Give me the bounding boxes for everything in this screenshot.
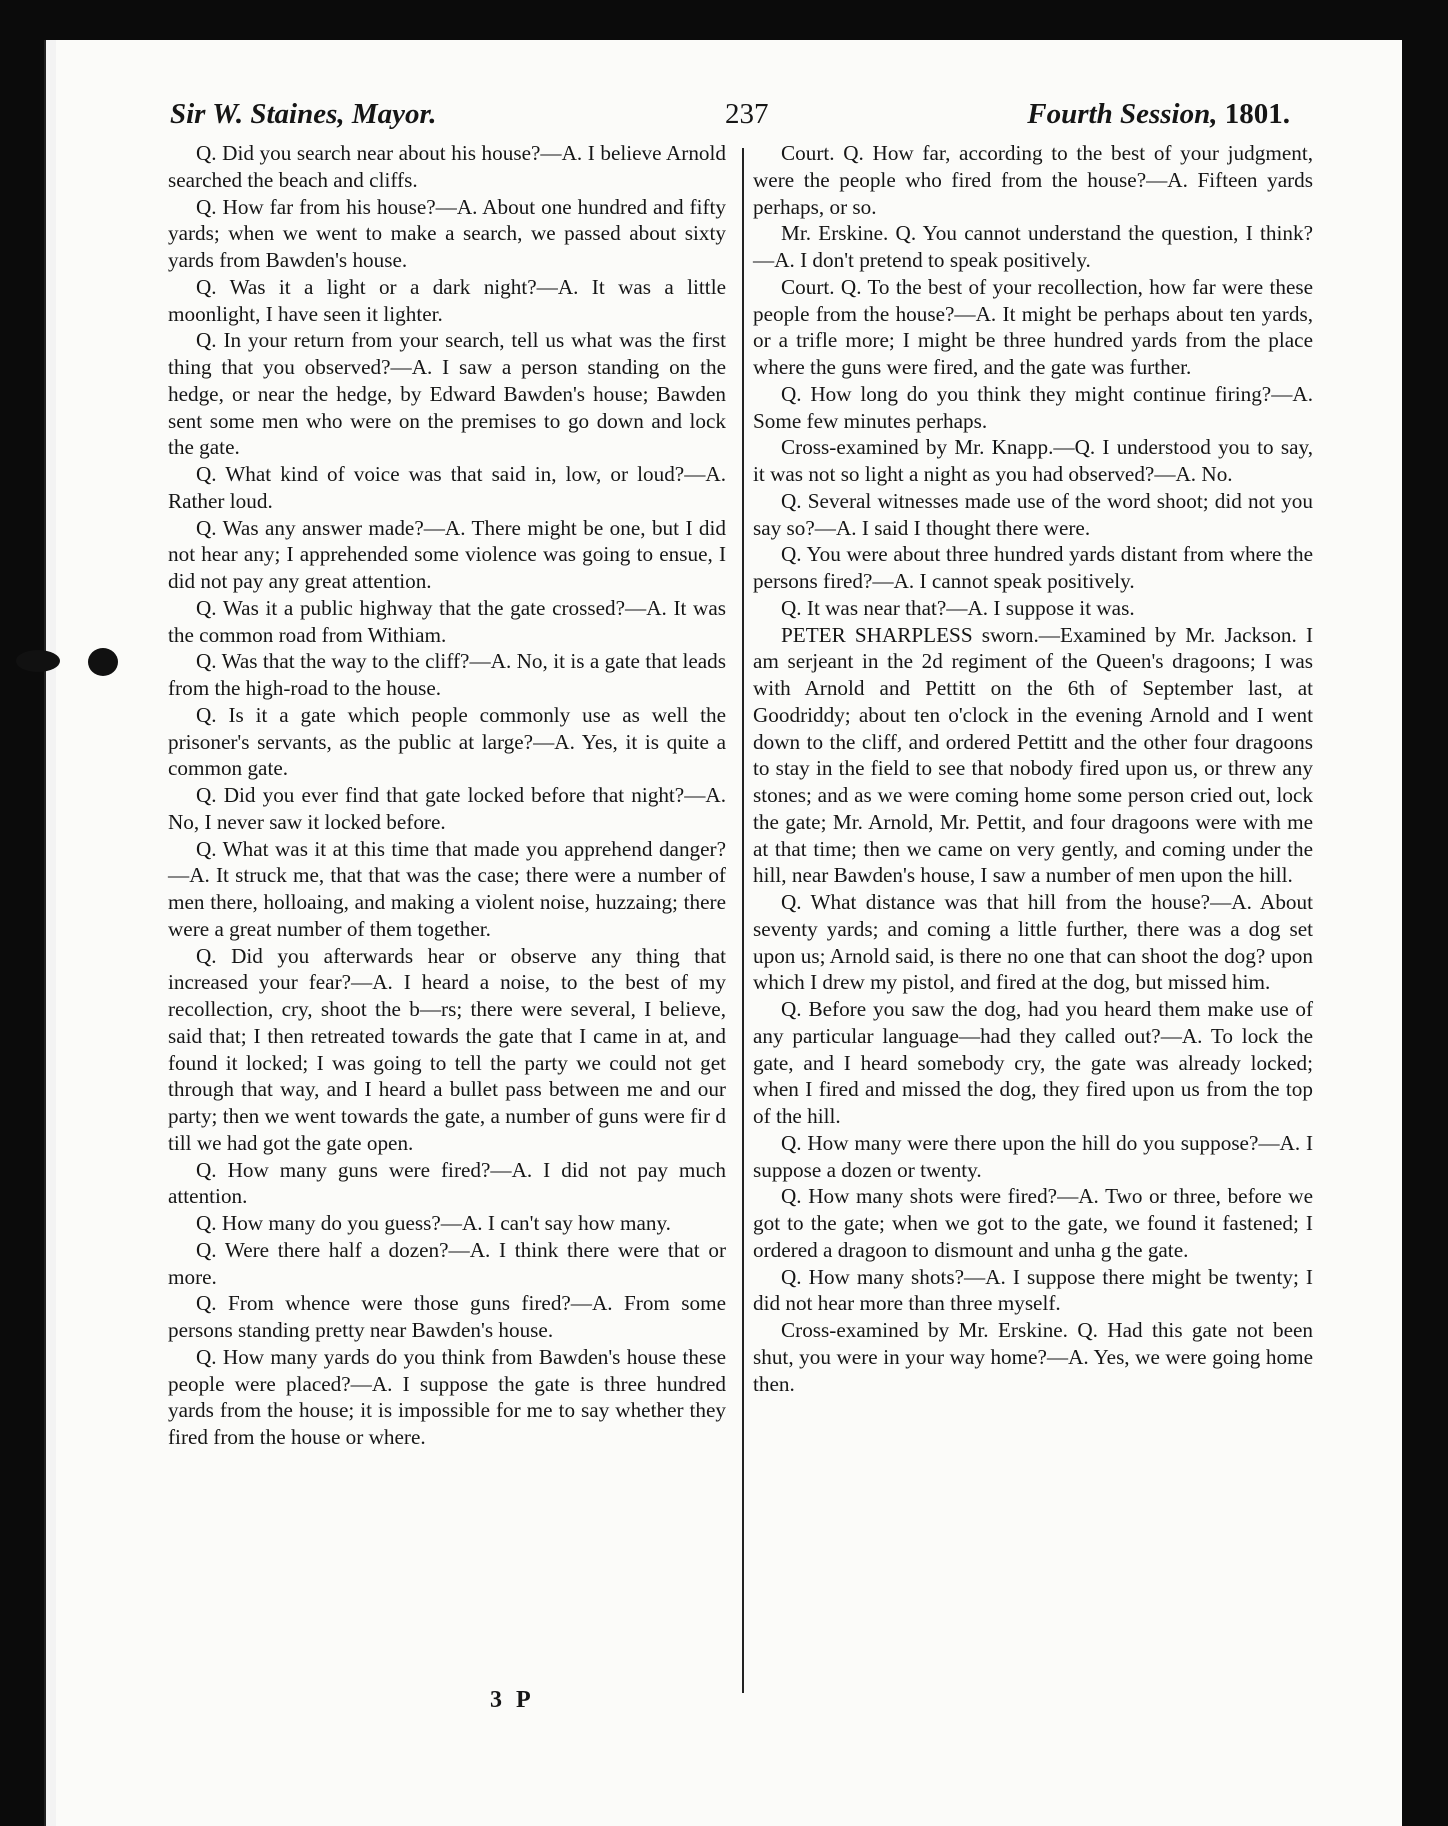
- scan-border-top: [0, 0, 1448, 40]
- right-column: [753, 140, 1313, 1397]
- paragraph: Q. It was near that?—A. I suppose it was.: [781, 595, 1135, 620]
- paragraph: Q. Was it a public highway that the gate crossed?—A. It was the common road from Withiam.: [168, 595, 726, 647]
- paragraph: Court. Q. How far, according to the best of your judgment, were the people who fired from the house?—A. Fifteen yards perhaps, or so.: [753, 141, 1313, 219]
- paragraph: Mr. Erskine. Q. You cannot understand the question, I think?—A. I don't pretend to speak positively.: [753, 221, 1313, 272]
- paragraph: Court. Q. To the best of your recollection, how far were these people from the house?—A. It might be perhaps about ten yards, or a trifle more; I might be three hundred yards from the place where the guns were fired, and the gate was further.: [753, 274, 1313, 379]
- left-column: [168, 140, 726, 1451]
- paragraph: Q. How many guns were fired?—A. I did not pay much attention.: [168, 1157, 726, 1209]
- column-rule: [742, 148, 744, 1693]
- paragraph: Q. Several witnesses made use of the word shoot; did not you say so?—A. I said I thought there were.: [753, 488, 1313, 540]
- ink-blot: [88, 648, 118, 676]
- paragraph: Q. Did you ever find that gate locked before that night?—A. No, I never saw it locked before.: [168, 783, 726, 834]
- ink-blot: [16, 650, 60, 672]
- scan-border-right: [1402, 0, 1448, 1826]
- running-head-right: [1027, 98, 1290, 131]
- paragraph: Q. What distance was that hill from the house?—A. About seventy yards; and coming a little further, there was a dog set upon us; Arnold said, is there no one that can shoot the dog? upon which I drew my pistol, and fired at the dog, but missed him.: [753, 890, 1313, 995]
- paragraph: Q. Is it a gate which people commonly use as well the prisoner's servants, as the public at large?—A. Yes, it is quite a common gate.: [168, 702, 726, 781]
- scan-page-edge: [44, 40, 56, 1826]
- paragraph: Q. How many do you guess?—A. I can't say how many.: [196, 1211, 671, 1235]
- paragraph: Q. How many yards do you think from Bawden's house these people were placed?—A. I suppose the gate is three hundred yards from the house; it is impossible for me to say whether they fired from the house or where.: [168, 1344, 726, 1449]
- page-number: 237: [725, 98, 769, 130]
- paragraph: Cross-examined by Mr. Erskine. Q. Had this gate not been shut, you were in your way home?—A. Yes, we were going home then.: [753, 1318, 1313, 1396]
- paragraph: Q. Did you search near about his house?—A. I believe Arnold searched the beach and cliffs.: [168, 141, 726, 192]
- paragraph: Q. Were there half a dozen?—A. I think there were that or more.: [168, 1237, 726, 1289]
- paragraph: Q. How many shots were fired?—A. Two or three, before we got to the gate; when we got to the gate, we found it fastened; I ordered a dragoon to dismount and unha g the gate.: [753, 1184, 1313, 1262]
- session-label: Fourth Session,: [1027, 98, 1218, 130]
- paragraph: Q. How far from his house?—A. About one hundred and fifty yards; when we went to make a search, we passed about sixty yards from Bawden's house.: [168, 194, 726, 272]
- paragraph: Q. How many were there upon the hill do you suppose?—A. I suppose a dozen or twenty.: [753, 1130, 1313, 1182]
- paragraph: Q. You were about three hundred yards distant from where the persons fired?—A. I cannot speak positively.: [753, 542, 1313, 593]
- paragraph: Q. Before you saw the dog, had you heard them make use of any particular language—had they called out?—A. To lock the gate, and I heard somebody cry, the gate was already locked; when I fired and missed the dog, they fired upon us from the top of the hill.: [753, 997, 1313, 1128]
- paragraph: PETER SHARPLESS sworn.—Examined by Mr. Jackson. I am serjeant in the 2d regiment of the Queen's dragoons; I was with Arnold and Pettitt on the 6th of September last, at Goodriddy; about ten o'clock in the evening Arnold and I went down to the cliff, and ordered Pettitt and the other four dragoons to stay in the field to see that nobody fired upon us, or threw any stones; and as we were coming home some person cried out, lock the gate; Mr. Arnold, Mr. Pettit, and four dragoons were with me at that time; then we came on very gently, and coming under the hill, near Bawden's house, I saw a number of men upon the hill.: [753, 622, 1313, 888]
- paragraph: Q. In your return from your search, tell us what was the first thing that you observed?—A. I saw a person standing on the hedge, or near the hedge, by Edward Bawden's house; Bawden sent some men who were on the premises to go down and lock the gate.: [168, 328, 726, 460]
- signature-mark: 3 P: [490, 1687, 535, 1713]
- paragraph: Q. Was that the way to the cliff?—A. No, it is a gate that leads from the high-road to the house.: [168, 649, 726, 700]
- session-year: 1801.: [1224, 98, 1290, 130]
- paragraph: Q. Did you afterwards hear or observe any thing that increased your fear?—A. I heard a noise, to the best of my recollection, cry, shoot the b—rs; there were several, I believe, said that; I then retreated towards the gate that I came in at, and found it locked; I was going to tell the party we could not get through that way, and I heard a bullet pass between me and our party; then we went towards the gate, a number of guns were fir d till we had got the gate open.: [168, 943, 726, 1155]
- paragraph: Q. From whence were those guns fired?—A. From some persons standing pretty near Bawden's house.: [168, 1291, 726, 1342]
- paragraph: Q. What kind of voice was that said in, low, or loud?—A. Rather loud.: [168, 462, 726, 513]
- paragraph: Q. How long do you think they might continue firing?—A. Some few minutes perhaps.: [753, 381, 1313, 433]
- paragraph: Q. What was it at this time that made you apprehend danger?—A. It struck me, that that was the case; there were a number of men there, holloaing, and making a violent noise, huzzaing; there were a great number of them together.: [168, 836, 726, 941]
- scan-border-left: [0, 40, 44, 1826]
- paragraph: Q. Was it a light or a dark night?—A. It was a little moonlight, I have seen it lighter.: [168, 274, 726, 326]
- paragraph: Q. How many shots?—A. I suppose there might be twenty; I did not hear more than three myself.: [753, 1264, 1313, 1316]
- paragraph: Cross-examined by Mr. Knapp.—Q. I understood you to say, it was not so light a night as you had observed?—A. No.: [753, 435, 1313, 486]
- paragraph: Q. Was any answer made?—A. There might be one, but I did not hear any; I apprehended some violence was going to ensue, I did not pay any great attention.: [168, 515, 726, 593]
- running-head: [170, 98, 1290, 142]
- running-head-left: Sir W. Staines, Mayor.: [170, 98, 437, 130]
